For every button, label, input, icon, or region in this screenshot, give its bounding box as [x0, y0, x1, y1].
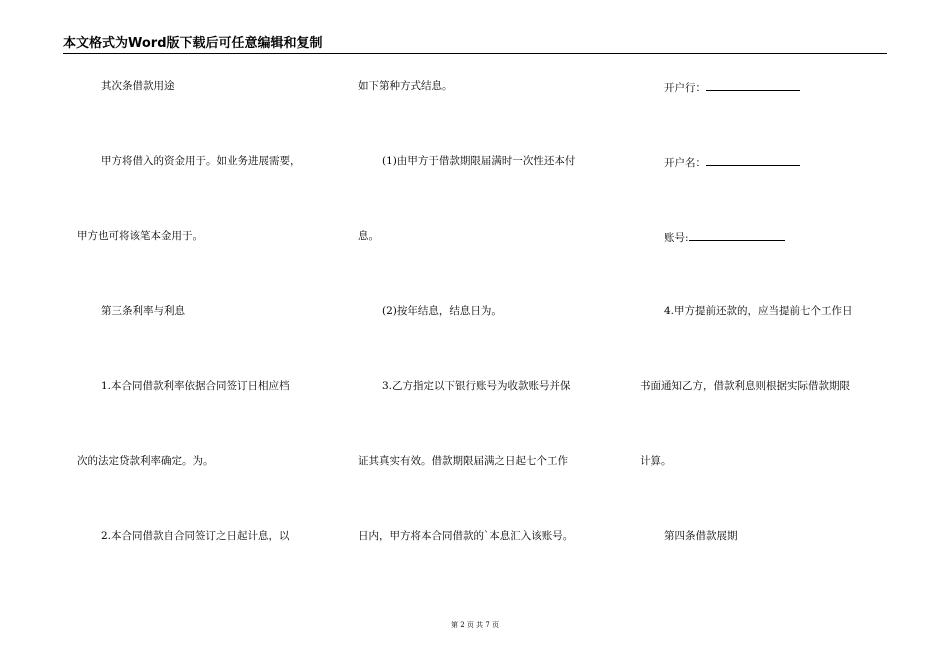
paragraph: 1.本合同借款利率依据合同签订日相应档: [101, 380, 290, 392]
paragraph: [664, 80, 800, 95]
paragraph: 如下第种方式结息。: [358, 80, 453, 92]
account-name-label: 开户名：: [664, 157, 706, 169]
paragraph: 息。: [358, 230, 379, 242]
paragraph: 第三条利率与利息: [101, 305, 185, 317]
text-column-3: [630, 0, 895, 672]
header-title: 本文格式为Word版下载后可任意编辑和复制: [63, 36, 323, 51]
paragraph: (2)按年结息，结息日为。: [382, 305, 502, 317]
account-bank-blank-line: [706, 80, 800, 91]
text-column-2: [330, 0, 630, 672]
paragraph: (1)由甲方于借款期限届满时一次性还本付: [382, 155, 576, 167]
account-number-label: 账号:: [664, 232, 689, 244]
paragraph: 第四条借款展期: [664, 530, 738, 542]
paragraph: 计算。: [640, 455, 672, 467]
paragraph: 2.本合同借款自合同签订之日起计息，以: [101, 530, 290, 542]
paragraph: 其次条借款用途: [101, 80, 175, 92]
account-bank-label: 开户行：: [664, 82, 706, 94]
paragraph: 证其真实有效。借款期限届满之日起七个工作: [358, 455, 568, 467]
paragraph: 次的法定贷款利率确定。为。: [77, 455, 214, 467]
paragraph: [664, 230, 785, 245]
paragraph: 3.乙方指定以下银行账号为收款账号并保: [382, 380, 571, 392]
paragraph: 4.甲方提前还款的，应当提前七个工作日: [664, 305, 853, 317]
text-column-1: [0, 0, 330, 672]
account-name-blank-line: [706, 155, 800, 166]
account-number-blank-line: [689, 230, 785, 241]
paragraph: 甲方将借入的资金用于。如业务进展需要，: [101, 155, 301, 167]
paragraph: 日内，甲方将本合同借款的`本息汇入该账号。: [358, 530, 574, 542]
page-number: 第 2 页 共 7 页: [450, 621, 500, 629]
page-footer: [0, 621, 950, 630]
paragraph: [664, 155, 800, 170]
paragraph: 书面通知乙方，借款利息则根据实际借款期限: [640, 380, 850, 392]
paragraph: 甲方也可将该笔本金用于。: [77, 230, 203, 242]
